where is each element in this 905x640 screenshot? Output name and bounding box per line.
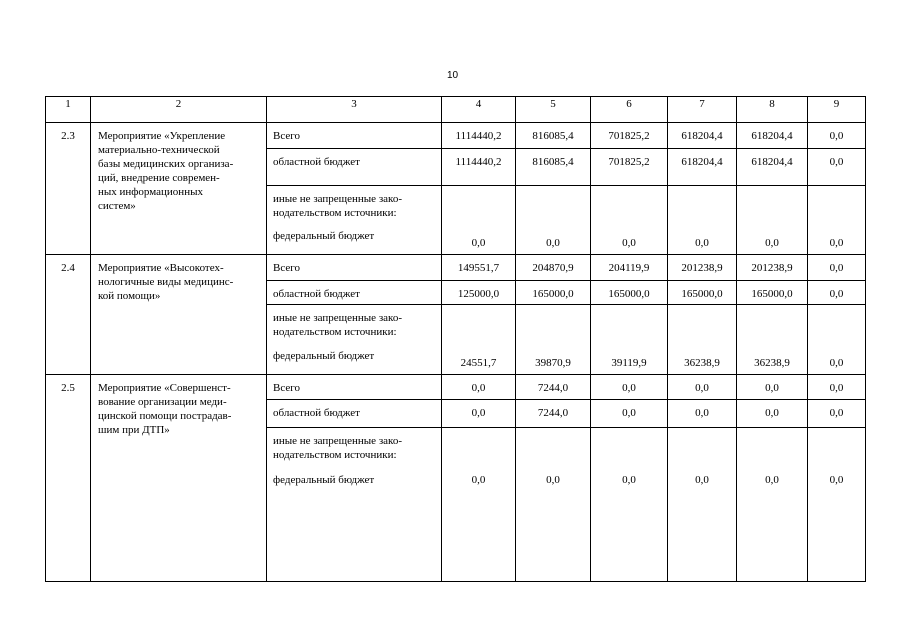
value-cell: 0,0: [808, 400, 866, 428]
header-cell: 1: [46, 97, 91, 123]
measure-title: Мероприятие «Высокотех- нологичные виды медицинс- кой помощи»: [91, 255, 267, 375]
value-cell: 618204,4: [668, 149, 737, 186]
measure-title: Мероприятие «Совершенст- вование организации меди- цинской помощи пострадав- шим при ДТП»: [91, 375, 267, 582]
header-cell: 3: [267, 97, 442, 123]
row-label-regional: областной бюджет: [267, 400, 442, 428]
value-cell: 24551,7: [442, 305, 516, 375]
table-row: [46, 255, 866, 281]
other-sources-cell: [267, 305, 442, 375]
row-label-federal: федеральный бюджет: [273, 230, 375, 242]
value-cell: 0,0: [591, 375, 668, 400]
value-cell: 816085,4: [516, 123, 591, 149]
header-cell: 6: [591, 97, 668, 123]
value-cell: 618204,4: [668, 123, 737, 149]
value-cell: 204870,9: [516, 255, 591, 281]
row-label-regional: областной бюджет: [267, 281, 442, 305]
row-label-federal: федеральный бюджет: [273, 474, 375, 486]
row-label-total: Всего: [267, 375, 442, 400]
value-cell: 0,0: [668, 375, 737, 400]
value-cell: 165000,0: [737, 281, 808, 305]
header-cell: 7: [668, 97, 737, 123]
value-cell: 0,0: [808, 305, 866, 375]
value-cell: 0,0: [668, 186, 737, 255]
other-sources-label: иные не запрещенные зако- нодательством источники:: [273, 193, 402, 219]
header-cell: 2: [91, 97, 267, 123]
value-cell: 201238,9: [737, 255, 808, 281]
item-number: 2.4: [46, 255, 91, 375]
value-cell: 0,0: [516, 186, 591, 255]
row-label-total: Всего: [267, 123, 442, 149]
value-cell: 0,0: [808, 281, 866, 305]
value-cell: 0,0: [808, 186, 866, 255]
value-cell: 165000,0: [591, 281, 668, 305]
value-cell: 39870,9: [516, 305, 591, 375]
value-cell: 0,0: [808, 149, 866, 186]
table-row: [46, 375, 866, 400]
value-cell: 0,0: [591, 400, 668, 428]
value-cell: 0,0: [442, 375, 516, 400]
value-cell: 701825,2: [591, 149, 668, 186]
value-cell: 39119,9: [591, 305, 668, 375]
value-cell: 7244,0: [516, 400, 591, 428]
value-cell: 165000,0: [668, 281, 737, 305]
value-cell: 0,0: [591, 186, 668, 255]
value-cell: 0,0: [737, 400, 808, 428]
budget-table: [45, 96, 866, 582]
other-sources-cell: [267, 428, 442, 582]
header-row: [46, 97, 866, 123]
value-cell: 165000,0: [516, 281, 591, 305]
item-number: 2.5: [46, 375, 91, 582]
value-cell: 0,0: [516, 428, 591, 582]
value-cell: 0,0: [442, 400, 516, 428]
header-cell: 5: [516, 97, 591, 123]
measure-title: Мероприятие «Укрепление материально-технической базы медицинских организа- ций, внедрение современ- ных информационных систем»: [91, 123, 267, 255]
row-label-total: Всего: [267, 255, 442, 281]
other-sources-label: иные не запрещенные зако- нодательством источники:: [273, 435, 402, 461]
item-number: 2.3: [46, 123, 91, 255]
value-cell: 0,0: [808, 375, 866, 400]
other-sources-cell: [267, 186, 442, 255]
other-sources-label: иные не запрещенные зако- нодательством источники:: [273, 312, 402, 338]
value-cell: 7244,0: [516, 375, 591, 400]
value-cell: 204119,9: [591, 255, 668, 281]
value-cell: 0,0: [668, 400, 737, 428]
value-cell: 0,0: [737, 186, 808, 255]
value-cell: 816085,4: [516, 149, 591, 186]
value-cell: 0,0: [591, 428, 668, 582]
header-cell: 4: [442, 97, 516, 123]
value-cell: 149551,7: [442, 255, 516, 281]
value-cell: 0,0: [442, 186, 516, 255]
value-cell: 0,0: [808, 255, 866, 281]
header-cell: 8: [737, 97, 808, 123]
value-cell: 0,0: [668, 428, 737, 582]
value-cell: 0,0: [808, 428, 866, 582]
value-cell: 36238,9: [668, 305, 737, 375]
value-cell: 36238,9: [737, 305, 808, 375]
value-cell: 0,0: [808, 123, 866, 149]
value-cell: 1114440,2: [442, 149, 516, 186]
row-label-federal: федеральный бюджет: [273, 350, 375, 362]
value-cell: 201238,9: [668, 255, 737, 281]
table-row: [46, 123, 866, 149]
header-cell: 9: [808, 97, 866, 123]
page-number: 10: [446, 70, 459, 81]
value-cell: 0,0: [737, 428, 808, 582]
value-cell: 618204,4: [737, 149, 808, 186]
value-cell: 701825,2: [591, 123, 668, 149]
row-label-regional: областной бюджет: [267, 149, 442, 186]
value-cell: 618204,4: [737, 123, 808, 149]
value-cell: 125000,0: [442, 281, 516, 305]
value-cell: 1114440,2: [442, 123, 516, 149]
value-cell: 0,0: [442, 428, 516, 582]
value-cell: 0,0: [737, 375, 808, 400]
